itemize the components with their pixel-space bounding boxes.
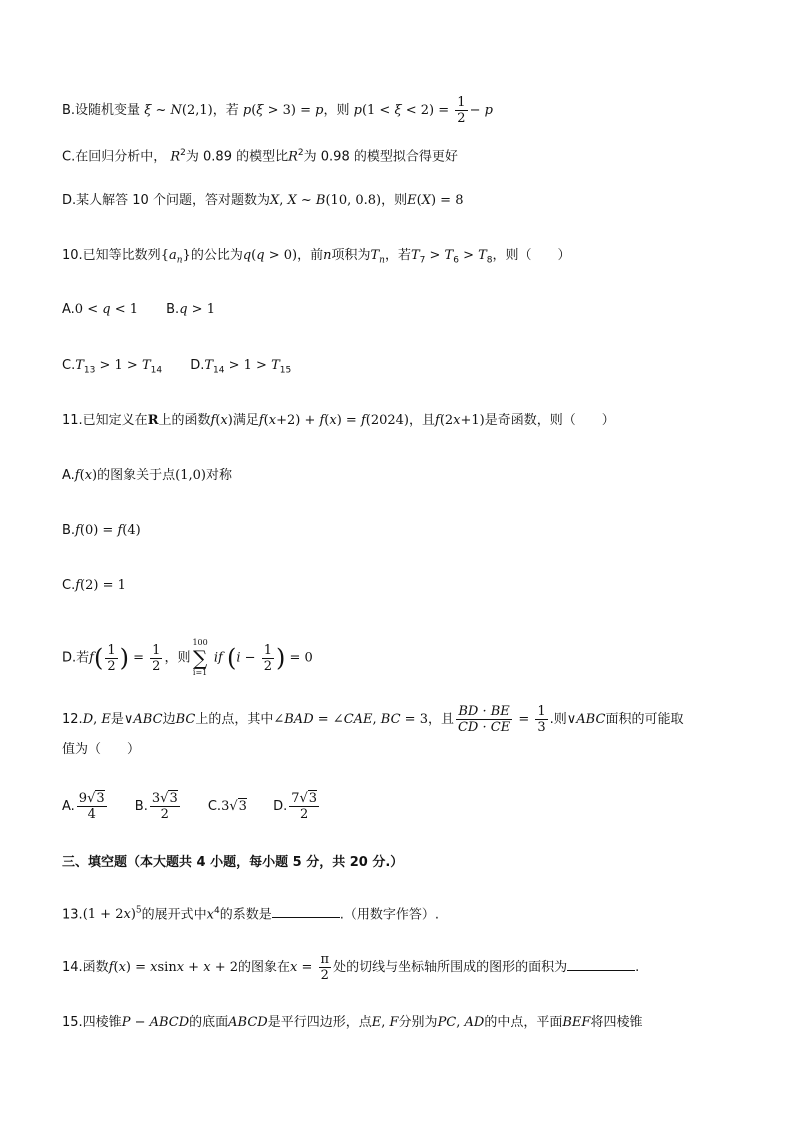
q10-option-b: B.q > 1 — [166, 302, 215, 317]
q11-stem: 11.已知定义在R上的函数f(x)满足f(x+2) + f(x) = f(2024)，且f(2x+1)是奇函数，则（ ） — [62, 413, 615, 428]
q10-text6: ，则（ ） — [492, 248, 571, 263]
q9-b-tail: − p — [469, 103, 493, 118]
q9-d-label: D.某人解答 10 个问题，答对题数为 — [62, 193, 270, 208]
q11-a-text1: 的图象关于点 — [97, 468, 176, 483]
q11-a-text2: 对称 — [205, 468, 232, 483]
q12-text1: 12. — [62, 712, 83, 727]
q9-option-c: C.在回归分析中， $R^2$为 0.89 的模型比$R^2$为 0.98 的模型拟合得更好 — [62, 148, 458, 165]
q15-text3: 分别为 — [398, 1015, 438, 1030]
q10-text2: 的公比为 — [190, 248, 243, 263]
q9-d-text1: ，则 — [381, 193, 408, 208]
q10-option-c: $C.T_{13} > 1 > T_{14}$ — [62, 358, 163, 376]
q10-option-d: $D.T_{14} > 1 > T_{15}$ — [190, 358, 292, 376]
q12-text5: ，且 — [427, 712, 454, 727]
q13-text1: 的展开式中 — [141, 907, 207, 923]
q12-text7: 面积的可能取 — [605, 712, 684, 727]
q9-c-text1: 为 0.89 的模型比 — [185, 149, 289, 165]
q14-text3: . — [635, 960, 640, 975]
q12-text3: 边 — [162, 712, 176, 727]
q9-b-formula2: p — [242, 103, 252, 118]
q11-d-text1: ，则 — [164, 650, 191, 666]
q9-c-label: C.在回归分析中， — [62, 149, 167, 165]
q11-text2: 上的函数 — [158, 413, 211, 428]
q13-label: 13. — [62, 907, 83, 923]
q10-option-a: A.0 < q < 1 — [62, 302, 138, 317]
q13: $13.(1 + 2x)^5$的展开式中$x^4$的系数是 .（用数字作答）. — [62, 901, 439, 925]
q11-d-label: D.若 — [62, 650, 90, 666]
q11-option-a: A.f(x)的图象关于点(1,0)对称 — [62, 468, 232, 483]
q10-text3: ，前 — [297, 248, 324, 263]
q11-text4: ，且 — [409, 413, 436, 428]
q12-text6: .则 — [549, 712, 567, 727]
q10-stem: 10.已知等比数列$\{a_n\}$的公比为q(q > 0)，前n项积为$T_n$，若$T_7 > T_6 > T_8$，则（ ） — [62, 248, 571, 266]
q10-text5: ，若 — [384, 248, 411, 263]
q12-option-d: D. $\frac{7√3}{2}$ — [273, 791, 318, 822]
q14-text1: 的图象在 — [238, 960, 291, 975]
sum-symbol: 100 ∑ i=1 — [192, 638, 208, 677]
section-3-title: 三、填空题（本大题共 4 小题，每小题 5 分，共 20 分.） — [62, 855, 404, 870]
q15-text5: 将四棱锥 — [590, 1015, 643, 1030]
q10-text4: 项积为 — [331, 248, 371, 263]
q14-text2: 处的切线与坐标轴所围成的图形的面积为 — [333, 960, 568, 975]
q11-text1: 11.已知定义在 — [62, 413, 148, 428]
q12-option-b: B. $\frac{3√3}{2}$ — [134, 791, 178, 822]
q12-text8: 值为（ ） — [62, 742, 141, 757]
q15-text2: 是平行四边形，点 — [267, 1015, 372, 1030]
q15-text4: 的中点，平面 — [484, 1015, 563, 1030]
q10-options-cd — [62, 356, 291, 381]
q14: 14.函数f(x) = xsinx + x + 2的图象在x = $\frac{\pi}{2}$ 处的切线与坐标轴所围成的图形的面积为 . — [62, 952, 640, 983]
q12-text4: 上的点，其中 — [195, 712, 274, 727]
q9-b-text2: ，则 — [323, 103, 350, 118]
q9-option-d: D.某人解答 10 个问题，答对题数为X, X ~ B(10, 0.8)，则E(X) = 8 — [62, 193, 464, 208]
q9-b-formula1: ξ ~ N — [144, 103, 182, 118]
q11-text3: 满足 — [232, 413, 259, 428]
q15-label: 15.四棱锥 — [62, 1015, 122, 1030]
q15-text1: 的底面 — [189, 1015, 229, 1030]
q9-option-b: B.设随机变量 ξ ~ N(2,1)，若 p(ξ > 3) = p，则 p(1 < ξ < 2) = $\frac{1}{2}$ − p — [62, 95, 493, 126]
q10-options-ab — [62, 300, 215, 320]
q9-b-text1: ，若 — [212, 103, 239, 118]
q15: 15.四棱锥P − ABCD的底面ABCD是平行四边形，点E, F分别为PC, AD的中点，平面BEF将四棱锥 — [62, 1015, 643, 1030]
q12-option-a: A. $\frac{9√3}{4}$ — [62, 791, 105, 822]
q12-options — [62, 790, 321, 824]
q12-stem: 12.D, E是∨ABC边BC上的点，其中∠BAD = ∠CAE, BC = 3，且 $\frac{BD \cdot BE}{CD \cdot CE}$ = $\frac{1}{3}$ .则∨ABC面积的可能取 — [62, 704, 684, 735]
q9-b-label: B.设随机变量 — [62, 103, 141, 118]
q11-option-d: D.若f( $\frac{1}{2}$ ) = $\frac{1}{2}$ ，则 100 ∑ i=1 if (i − $\frac{1}{2}$ ) = 0 — [62, 638, 313, 677]
q12-option-c: C.3√3 — [207, 799, 247, 814]
q11-option-b: B.f(0) = f(4) — [62, 523, 141, 538]
q14-answer-blank[interactable] — [567, 956, 635, 971]
q11-text5: 是奇函数，则（ ） — [484, 413, 615, 428]
q9-b-fraction: $\frac{1}{2}$ — [457, 95, 466, 126]
q14-label: 14.函数 — [62, 960, 109, 975]
q13-text2: 的系数是 — [219, 907, 272, 923]
q12-text2: 是 — [110, 712, 124, 727]
q11-option-c: C.f(2) = 1 — [62, 578, 126, 593]
q12-stem-line2 — [62, 740, 140, 760]
q10-text1: 10.已知等比数列 — [62, 248, 161, 263]
q9-c-text2: 为 0.98 的模型拟合得更好 — [303, 149, 458, 165]
q13-answer-blank[interactable] — [272, 903, 340, 918]
q13-text3: .（用数字作答）. — [339, 907, 439, 923]
